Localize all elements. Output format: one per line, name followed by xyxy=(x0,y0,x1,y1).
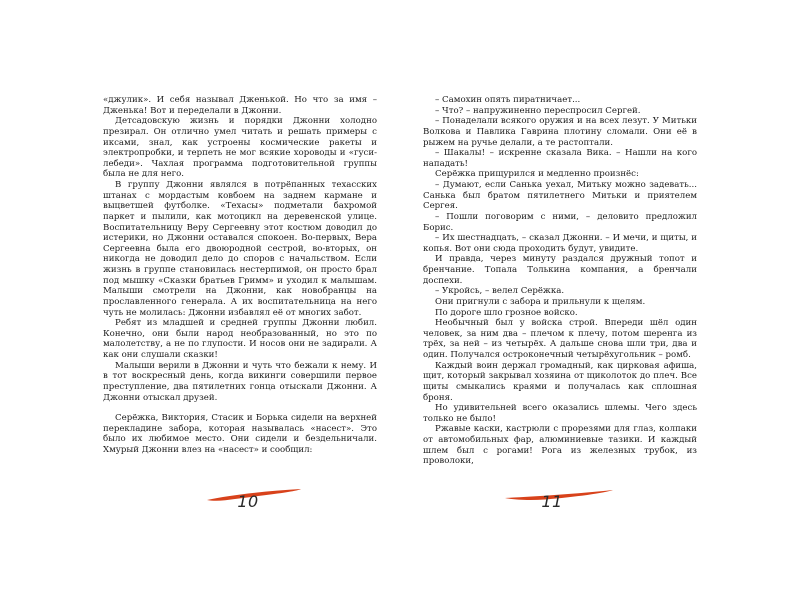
right-paragraph: – Понаделали всякого оружия и на всех лезут. У Митьки Волкова и Павлика Гаврина плотину сломали. Они её в рыжем на ручье делали, а те растоптали. xyxy=(423,116,697,148)
page-number-right: 11 xyxy=(541,492,563,511)
right-page-text xyxy=(423,95,697,467)
right-paragraph: Необычный был у войска строй. Впереди шёл один человек, за ним два – плечом к плечу, потом шеренга из трёх, за ней – из четырёх. А дальше снова шли три, два и один. Получался остроконечный четырёхугольник – ромб. xyxy=(423,318,697,360)
left-page-text xyxy=(103,95,377,455)
left-paragraph: Малыши верили в Джонни и чуть что бежали к нему. И в тот воскресный день, когда викинги совершили первое преступление, два пятилетних гонца отыскали Джонни. А Джонни отыскал друзей. xyxy=(103,360,377,403)
left-paragraph: Серёжка, Виктория, Стасик и Борька сидели на верхней перекладине забора, которая называлась «насест». Это было их любимое место. Они сидели и бездельничали. Хмурый Джонни влез на «насест» и сообщил: xyxy=(103,413,377,455)
right-paragraph: – Укройсь, – велел Серёжка. xyxy=(435,286,565,297)
right-paragraph: – Пошли поговорим с ними, – деловито предложил Борис. xyxy=(423,211,697,233)
right-paragraph: Но удивительней всего оказались шлемы. Чего здесь только не было! xyxy=(423,403,697,424)
left-paragraph: «джулик». И себя называл Дженькой. Но что за имя – Дженька! Вот и переделали в Джонни. xyxy=(103,95,377,116)
left-page-footer xyxy=(205,489,315,519)
right-page-footer xyxy=(505,489,615,519)
left-paragraph: В группу Джонни являлся в потрёпанных техасских штанах с мордастым ковбоем на заднем кармане и выцветшей футболке. «Техасы» подметали бахромой паркет и пылили, как мотоцикл на деревенской улице. Воспитательницу Веру Сергеевну этот костюм доводил до истерики, но Джонни оставался спокоен. Во-первых, Вера Сергеевна была его двоюродной сестрой, во-вторых, он никогда не доводил дело до споров с начальством. Если жизнь в группе становилась нестерпимой, он просто брал под мышку «Сказки братьев Гримм» и уходил к малышам. Малыши смотрели на Джонни, как новобранцы на прославленного генерала. А их воспитательница на него чуть не молилась: Джонни избавлял её от многих забот. xyxy=(103,180,377,318)
left-paragraph: Детсадовскую жизнь и порядки Джонни холодно презирал. Он отлично умел читать и решать примеры с иксами, знал, как устроены космические ракеты и электропробки, и терпеть не мог всякие хороводы и «гуси-лебеди». Чахлая программа подготовительной группы была не для него. xyxy=(103,116,377,180)
right-paragraph: Они пригнули с забора и прильнули к щелям. xyxy=(435,296,646,307)
right-paragraph: – Шакалы! – искренне сказала Вика. – Нашли на кого нападать! xyxy=(423,148,697,169)
right-paragraph: По дороге шло грозное войско. xyxy=(435,307,578,318)
right-paragraph: – Что? – напружиненно переспросил Сергей. xyxy=(435,105,641,116)
right-paragraph: Каждый воин держал громадный, как цирковая афиша, щит, который закрывал хозяина от щиколоток до плеч. Все щиты смыкались краями и получалась как сплошная броня. xyxy=(423,360,697,403)
page-number-left: 10 xyxy=(237,492,259,511)
right-paragraph: – Думают, если Санька уехал, Митьку можно задевать... Санька был братом пятилетнего Митьки и приятелем Сергея. xyxy=(423,180,697,212)
right-paragraph: – Их шестнадцать, – сказал Джонни. – И мечи, и щиты, и копья. Вот они сюда проходить будут, увидите. xyxy=(423,233,697,254)
right-paragraph: – Самохин опять пиратничает... xyxy=(435,95,581,105)
right-paragraph: Серёжка прищурился и медленно произнёс: xyxy=(435,169,639,180)
left-paragraph: Ребят из младшей и средней группы Джонни любил. Конечно, они были народ необразованный, но это по малолетству, а не по глупости. И носов они не задирали. А как они слушали сказки! xyxy=(103,318,377,360)
right-paragraph: Ржавые каски, кастрюли с прорезями для глаз, колпаки от автомобильных фар, алюминиевые тазики. И каждый шлем был с рогами! Рога из железных трубок, из проволоки, xyxy=(423,424,697,467)
right-paragraph: И правда, через минуту раздался дружный топот и бренчание. Топала Толькина компания, а бренчали доспехи. xyxy=(423,254,697,286)
